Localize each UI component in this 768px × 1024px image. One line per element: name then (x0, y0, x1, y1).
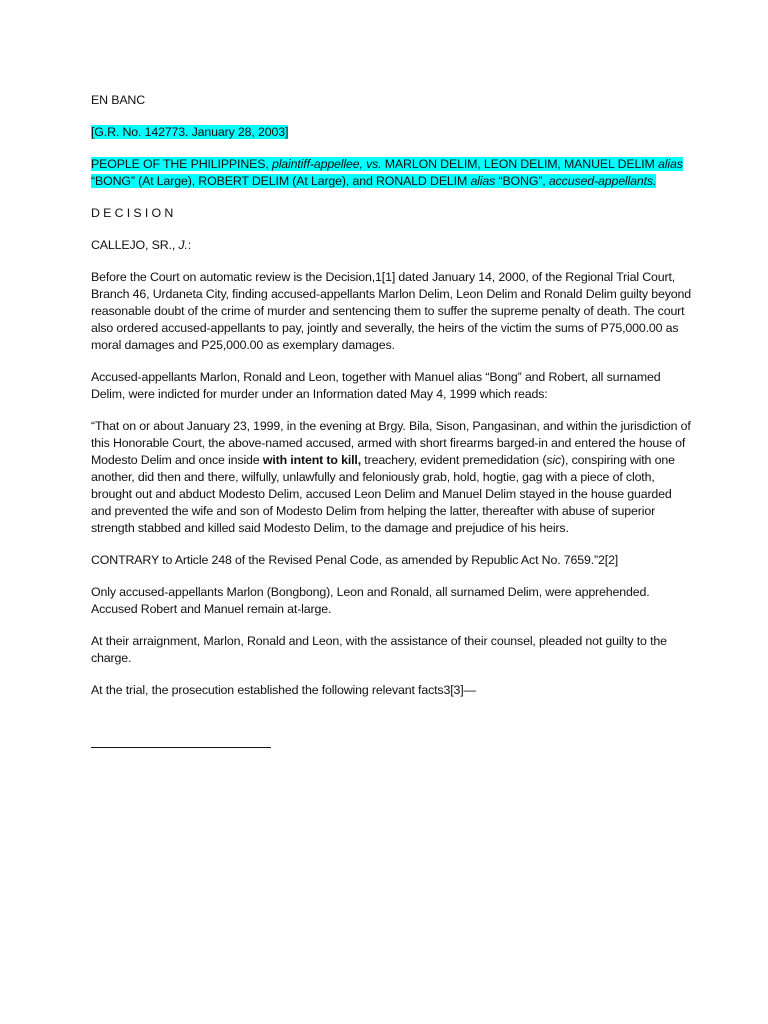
footnote-separator (91, 747, 271, 748)
alias-label-1: alias (658, 157, 683, 171)
ponente-colon: : (187, 238, 192, 252)
quote-bold-phrase: with intent to kill, (262, 453, 362, 467)
ponente-title: J. (178, 238, 188, 252)
paragraph-arraignment: At their arraignment, Marlon, Ronald and Leon, with the assistance of their counsel, pleaded not guilty to the charge. (91, 634, 667, 665)
division-heading: EN BANC (91, 93, 146, 107)
case-number-text: [G.R. No. 142773. January 28, 2003] (91, 125, 289, 139)
party-accused-3: “BONG”, (495, 174, 549, 188)
paragraph-apprehended: Only accused-appellants Marlon (Bongbong), Leon and Ronald, all surnamed Delim, were apprehended. Accused Robert and Manuel remain at-large. (91, 585, 650, 616)
case-number (91, 124, 691, 141)
party-accused-2: “BONG” (At Large), ROBERT DELIM (At Large), and RONALD DELIM (91, 174, 471, 188)
quote-part-c: ), conspiring with one another, did then and there, wilfully, unlawfully and feloniously grab, hold, hogtie, gag with a piece of cloth, brought out and abduct Modesto Delim, accused Leon Delim and Manuel Delim stayed in the house guarded and prevented the wife and son of Modesto Delim from helping the latter, thereafter with abuse of superior strength stabbed and killed said Modesto Delim, to the damage and prejudice of his heirs. (91, 453, 675, 535)
party-people-role: plaintiff-appellee, vs. (271, 157, 382, 171)
paragraph-review: Before the Court on automatic review is the Decision,1[1] dated January 14, 2000, of the Regional Trial Court, Branch 46, Urdaneta City, finding accused-appellants Marlon Delim, Leon Delim and Ronald Delim guilty beyond reasonable doubt of the crime of murder and sentencing them to suffer the supreme penalty of death. The court also ordered accused-appellants to pay, jointly and severally, the heirs of the victim the sums of P75,000.00 as moral damages and P25,000.00 as exemplary damages. (91, 270, 691, 352)
alias-label-2: alias (470, 174, 496, 188)
ponente-name: CALLEJO, SR., (91, 238, 179, 252)
information-quote (91, 418, 691, 537)
quote-part-b: treachery, evident premedidation ( (361, 453, 547, 467)
document-page (91, 92, 691, 714)
decision-title: DECISION (91, 206, 177, 220)
party-accused-1: MARLON DELIM, LEON DELIM, MANUEL DELIM (381, 157, 658, 171)
quote-part-a: “That on or about January 23, 1999, in the evening at Brgy. Bila, Sison, Pangasinan, and within the jurisdiction of this Honorable Court, the above-named accused, armed with short firearms barged-in and entered the house of Modesto Delim and once inside (91, 419, 691, 467)
party-people: PEOPLE OF THE PHILIPPINES, (91, 157, 272, 171)
paragraph-contrary: CONTRARY to Article 248 of the Revised Penal Code, as amended by Republic Act No. 7659.”2[2] (91, 553, 619, 567)
case-parties (91, 156, 691, 190)
paragraph-trial: At the trial, the prosecution established the following relevant facts3[3]— (91, 683, 476, 697)
parties-highlight (91, 157, 683, 188)
paragraph-indictment: Accused-appellants Marlon, Ronald and Leon, together with Manuel alias “Bong” and Robert, all surnamed Delim, were indicted for murder under an Information dated May 4, 1999 which reads: (91, 370, 661, 401)
quote-sic: sic (546, 453, 562, 467)
ponente-line (91, 237, 691, 254)
accused-role: accused-appellants. (548, 174, 657, 188)
